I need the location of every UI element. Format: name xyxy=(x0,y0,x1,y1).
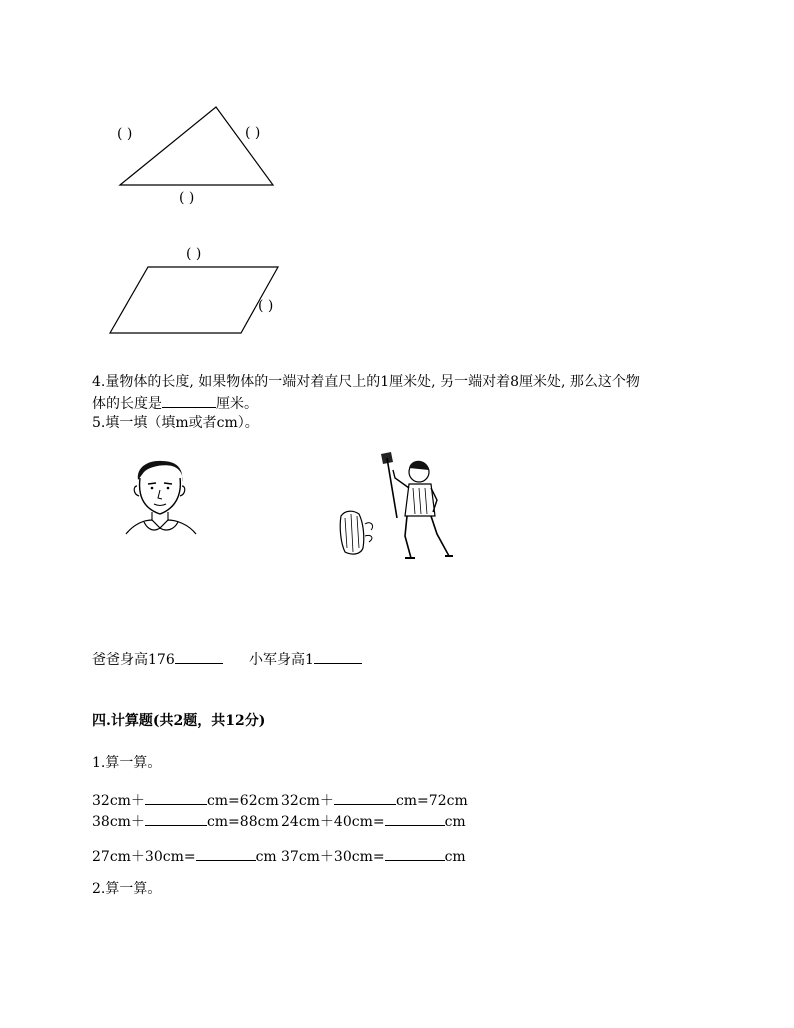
calc-answer-blank[interactable] xyxy=(385,811,445,826)
calc-expr-pre: 32cm＋ xyxy=(281,793,334,809)
calc-expr-post: cm xyxy=(444,814,466,830)
calc-expr-pre: 32cm＋ xyxy=(92,793,145,809)
calc-row2-left xyxy=(92,811,279,831)
calc-row1-right xyxy=(281,790,468,810)
parallelogram-top-blank[interactable]: ( ) xyxy=(186,246,202,262)
xiaojun-height-blank[interactable] xyxy=(314,649,362,664)
dad-height-line xyxy=(92,649,223,669)
calc-expr-post: cm xyxy=(255,849,277,865)
section4-q1-prompt: 1.算一算。 xyxy=(92,755,162,771)
calc-row1-left xyxy=(92,790,279,810)
calc-answer-blank[interactable] xyxy=(145,811,207,826)
calc-expr-post: cm xyxy=(444,849,466,865)
triangle-left-blank[interactable]: ( ) xyxy=(117,126,133,142)
calc-row2-right xyxy=(281,811,466,831)
question4-line2 xyxy=(92,393,258,413)
calc-answer-blank[interactable] xyxy=(385,846,445,861)
calc-expr-pre: 24cm＋40cm= xyxy=(281,814,385,830)
boy-chopping-wood-image xyxy=(333,448,457,563)
dad-height-blank[interactable] xyxy=(175,649,223,664)
calc-expr-post: cm=88cm xyxy=(206,814,279,830)
calc-expr-post: cm=62cm xyxy=(206,793,279,809)
calc-row3-left xyxy=(92,846,277,866)
calc-expr-pre: 27cm＋30cm= xyxy=(92,849,196,865)
xiaojun-height-label: 小军身高1 xyxy=(249,652,314,668)
question4-line2-pre: 体的长度是 xyxy=(92,396,162,412)
xiaojun-height-line xyxy=(249,649,362,669)
calc-answer-blank[interactable] xyxy=(145,790,207,805)
dad-height-label: 爸爸身高176 xyxy=(92,652,175,668)
question4-line1: 4.量物体的长度, 如果物体的一端对着直尺上的1厘米处, 另一端对着8厘米处, 那么这个物 xyxy=(92,374,640,390)
dad-portrait-image xyxy=(118,458,202,542)
calc-expr-pre: 37cm＋30cm= xyxy=(281,849,385,865)
calc-answer-blank[interactable] xyxy=(196,846,256,861)
triangle-right-blank[interactable]: ( ) xyxy=(245,125,261,141)
calc-expr-post: cm=72cm xyxy=(395,793,468,809)
question4-line2-post: 厘米。 xyxy=(216,396,258,412)
parallelogram-shape xyxy=(110,267,278,333)
parallelogram-right-blank[interactable]: ( ) xyxy=(258,298,274,314)
triangle-bottom-blank[interactable]: ( ) xyxy=(179,190,195,206)
section4-q2-prompt: 2.算一算。 xyxy=(92,881,162,897)
calc-answer-blank[interactable] xyxy=(334,790,396,805)
question4-answer-blank[interactable] xyxy=(162,393,216,408)
section4-heading: 四.计算题(共2题，共12分) xyxy=(92,713,266,729)
calc-row3-right xyxy=(281,846,466,866)
question5-prompt: 5.填一填（填m或者cm）。 xyxy=(92,415,259,431)
calc-expr-pre: 38cm＋ xyxy=(92,814,145,830)
